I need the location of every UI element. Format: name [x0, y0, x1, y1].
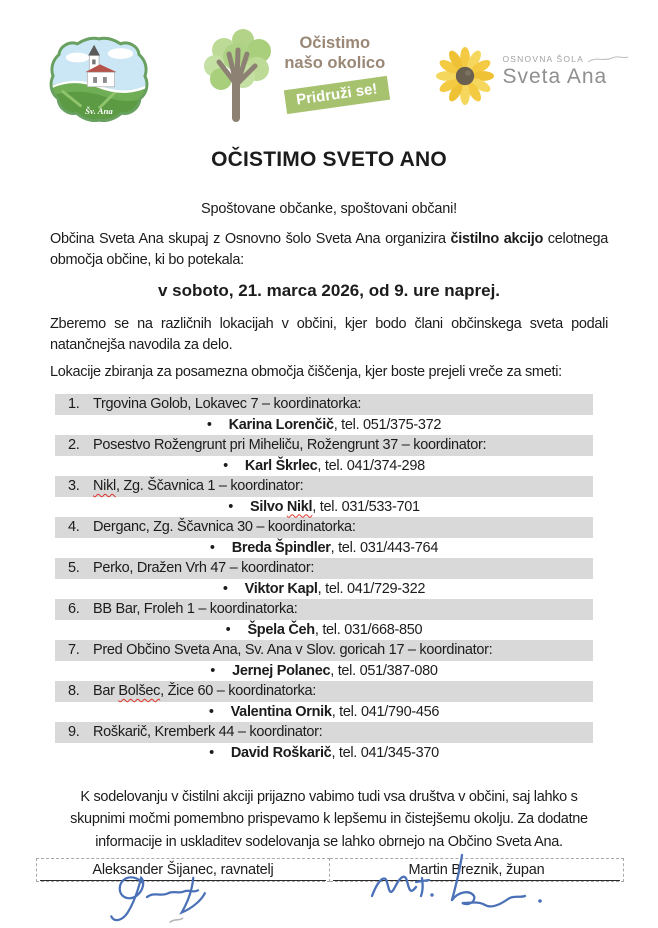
coordinator-name: Karl Škrlec — [244, 457, 318, 474]
signatory-mayor: Martin Breznik, župan — [333, 862, 620, 881]
join-banner: Pridruži se! — [284, 75, 390, 113]
municipality-crest-logo — [48, 36, 150, 127]
campaign-title-line2: našo okolico — [284, 53, 386, 72]
location-row — [55, 517, 593, 538]
intro-bold: čistilno akcijo — [450, 231, 544, 247]
sunflower-icon — [436, 46, 494, 106]
crest-icon — [48, 36, 150, 122]
coordinator-row — [55, 702, 593, 723]
location-row — [55, 558, 593, 579]
mayor-signature — [358, 852, 573, 926]
bullet-icon: • — [222, 580, 228, 597]
coordinator-row — [55, 538, 593, 559]
bullet-icon: • — [209, 539, 215, 556]
coordinator-row — [55, 415, 593, 436]
coordinator-phone: , tel. 041/345-370 — [331, 744, 439, 761]
school-name: Sveta Ana — [502, 65, 608, 88]
location-number: 4. — [68, 519, 80, 535]
bullet-icon: • — [223, 457, 228, 474]
location-row — [55, 640, 593, 661]
event-date-line: v soboto, 21. marca 2026, od 9. ure naprej. — [157, 281, 501, 300]
page-title: OČISTIMO SVETO ANO — [211, 148, 447, 171]
coordinator-phone: , tel. 041/374-298 — [317, 457, 425, 474]
coordinator-row — [55, 743, 593, 764]
school-label-small: OSNOVNA ŠOLA — [502, 54, 584, 64]
school-swoosh-icon — [588, 55, 628, 64]
location-row — [55, 435, 593, 456]
location-text: Derganc, Zg. Ščavnica 30 – koordinatorka: — [93, 519, 356, 535]
coordinator-name: Viktor Kapl — [244, 580, 318, 597]
location-text: Perko, Dražen Vrh 47 – koordinator: — [93, 560, 315, 576]
location-number: 1. — [68, 396, 80, 412]
location-text: Posestvo Rožengrunt pri Miheliču, Rožengrunt 37 – koordinator: — [93, 437, 487, 453]
principal-signature — [78, 872, 268, 926]
coordinator-name: Špela Čeh — [247, 621, 315, 638]
campaign-logo — [197, 24, 389, 122]
campaign-text — [281, 34, 389, 122]
coordinator-row — [55, 456, 593, 477]
coordinator-name: Jernej Polanec — [232, 662, 331, 679]
tree-hand-icon — [197, 24, 277, 122]
closing-paragraph: K sodelovanju v čistilni akciji prijazno vabimo tudi vsa društva v občini, saj lahko s skupnimi močmi pomembno prispevamo k lepšemu in čistejšemu okolju. Za dodatne informacije in uskladitev sodelovanja se lahko obrnejo na Občino Sveta Ana. — [70, 789, 588, 850]
locations-intro: Lokacije zbiranja za posamezna območja čiščenja, kjer boste prejeli vreče za smeti: — [50, 364, 562, 380]
location-row — [55, 394, 593, 415]
bullet-icon: • — [210, 662, 216, 679]
spellcheck-word: Nikl — [286, 498, 313, 515]
coordinator-name: Karina Lorenčič — [228, 416, 334, 433]
coordinator-phone: , tel. 041/790-456 — [331, 703, 440, 720]
location-number: 3. — [68, 478, 80, 494]
coordinator-row — [55, 497, 593, 518]
coordinator-name: Valentina Ornik — [230, 703, 332, 720]
coordinator-phone: , tel. 031/668-850 — [314, 621, 423, 638]
school-text — [503, 54, 628, 89]
bullet-icon: • — [206, 416, 212, 433]
meeting-paragraph: Zberemo se na različnih lokacijah v občini, kjer bodo člani občinskega sveta podali natančnejša navodila za delo. — [50, 316, 608, 353]
header-logos — [48, 20, 628, 127]
location-text: Pred Občino Sveta Ana, Sv. Ana v Slov. goricah 17 – koordinator: — [93, 642, 493, 658]
spellcheck-word: Bolšec — [118, 683, 161, 699]
bullet-icon: • — [208, 703, 214, 720]
spellcheck-word: Nikl — [93, 478, 116, 494]
location-number: 8. — [68, 683, 80, 699]
location-row — [55, 599, 593, 620]
location-number: 9. — [68, 724, 80, 740]
location-text: Roškarič, Kremberk 44 – koordinator: — [93, 724, 323, 740]
coordinator-row — [55, 579, 593, 600]
coordinator-name: Breda Špindler — [231, 539, 331, 556]
bullet-icon: • — [228, 498, 233, 515]
location-row — [55, 476, 593, 497]
bullet-icon: • — [209, 744, 214, 761]
intro-paragraph — [50, 229, 608, 271]
location-text: Bar Bolšec, Žice 60 – koordinatorka: — [93, 683, 316, 699]
location-text: BB Bar, Froleh 1 – koordinatorka: — [93, 601, 298, 617]
coordinator-phone: , tel. 031/533-701 — [312, 498, 420, 515]
coordinator-phone: , tel. 041/729-322 — [317, 580, 426, 597]
coordinator-phone: , tel. 031/443-764 — [330, 539, 439, 556]
coordinator-name: David Roškarič — [230, 744, 332, 761]
coordinator-phone: , tel. 051/375-372 — [333, 416, 442, 433]
locations-list — [55, 394, 593, 763]
campaign-title-line1: Očistimo — [299, 34, 371, 52]
intro-before: Občina Sveta Ana skupaj z Osnovno šolo Sveta Ana organizira — [50, 231, 451, 247]
location-row — [55, 722, 593, 743]
location-text: Trgovina Golob, Lokavec 7 – koordinatorka: — [93, 396, 362, 412]
coordinator-row — [55, 620, 593, 641]
bullet-icon: • — [225, 621, 231, 638]
coordinator-row — [55, 661, 593, 682]
greeting-line: Spoštovane občanke, spoštovani občani! — [201, 201, 457, 217]
intro-after: celotnega območja občine, ki bo potekala: — [50, 231, 608, 268]
location-text: Nikl, Zg. Ščavnica 1 – koordinator: — [93, 478, 304, 494]
signatory-principal: Aleksander Šijanec, ravnatelj — [40, 862, 326, 881]
crest-label: Šv. Ana — [85, 106, 113, 117]
school-logo — [436, 46, 628, 106]
location-row — [55, 681, 593, 702]
location-number: 7. — [68, 642, 80, 658]
location-number: 5. — [68, 560, 80, 576]
location-number: 6. — [68, 601, 80, 617]
coordinator-phone: , tel. 051/387-080 — [330, 662, 438, 679]
coordinator-name: Silvo Nikl — [250, 498, 313, 515]
location-number: 2. — [68, 437, 80, 453]
